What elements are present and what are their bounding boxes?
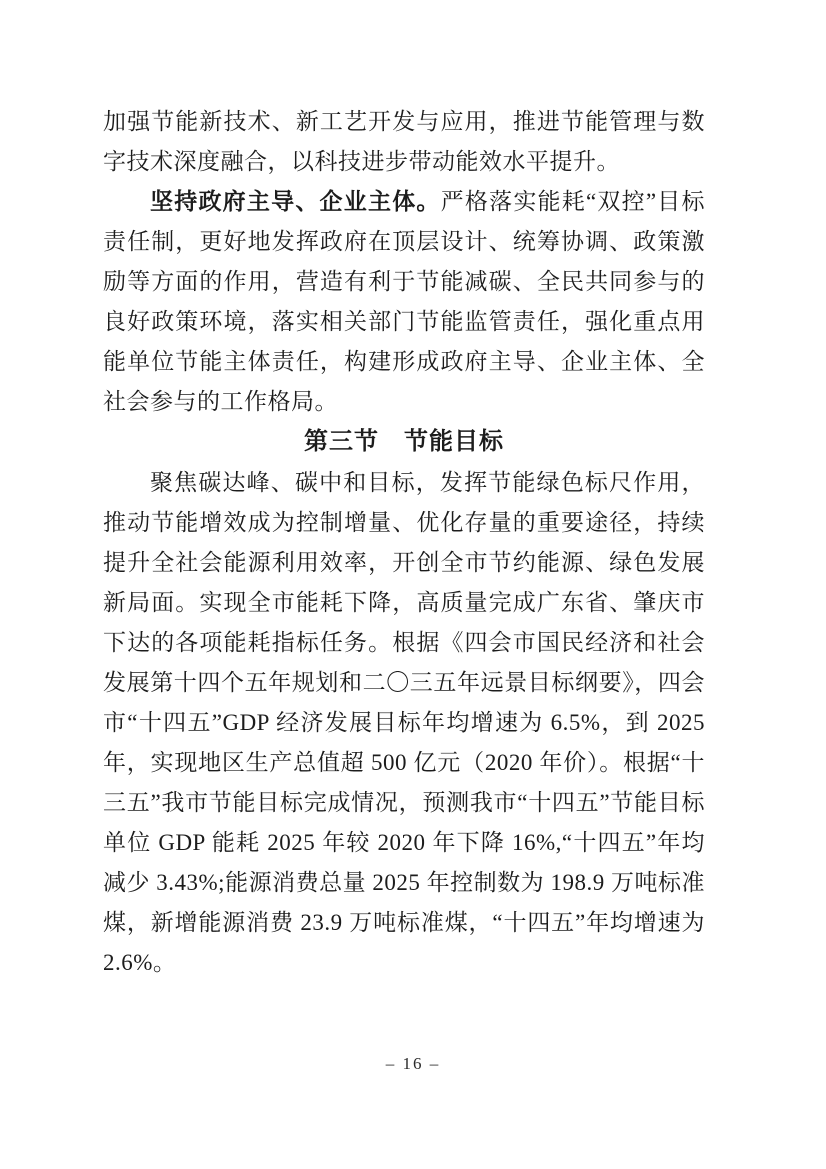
page-number: – 16 – (385, 1054, 441, 1073)
page-footer (0, 1052, 826, 1076)
paragraph-bold-lead: 坚持政府主导、企业主体。 (150, 189, 441, 214)
paragraph-energy-targets (103, 463, 705, 983)
document-body (103, 102, 705, 983)
paragraph-text: 聚焦碳达峰、碳中和目标，发挥节能绿色标尺作用，推动节能增效成为控制增量、优化存量的重要途径，持续提升全社会能源利用效率，开创全市节约能源、绿色发展新局面。实现全市能耗下降，高质量完成广东省、肇庆市下达的各项能耗指标任务。根据《四会市国民经济和社会发展第十四个五年规划和二〇三五年远景目标纲要》，四会市“十四五”GDP 经济发展目标年均增速为 6.5%，到 2025 年，实现地区生产总值超 500 亿元（2020 年价）。根据“十三五”我市节能目标完成情况，预测我市“十四五”节能目标单位 GDP 能耗 2025 年较 2020 年下降 16%,“十四五”年均减少 3.43%;能源消费总量 2025 年控制数为 198.9 万吨标准煤，新增能源消费 23.9 万吨标准煤，“十四五”年均增速为 2.6%。 (103, 470, 705, 975)
paragraph-text: 加强节能新技术、新工艺开发与应用，推进节能管理与数字技术深度融合，以科技进步带动能效水平提升。 (103, 109, 705, 174)
paragraph-policy-leadership (103, 182, 705, 422)
section-heading: 第三节 节能目标 (304, 429, 504, 455)
paragraph-text: 严格落实能耗“双控”目标责任制，更好地发挥政府在顶层设计、统筹协调、政策激励等方面的作用，营造有利于节能减碳、全民共同参与的良好政策环境，落实相关部门节能监管责任，强化重点用能单位节能主体责任，构建形成政府主导、企业主体、全社会参与的工作格局。 (103, 189, 706, 414)
paragraph-continuation (103, 102, 705, 182)
